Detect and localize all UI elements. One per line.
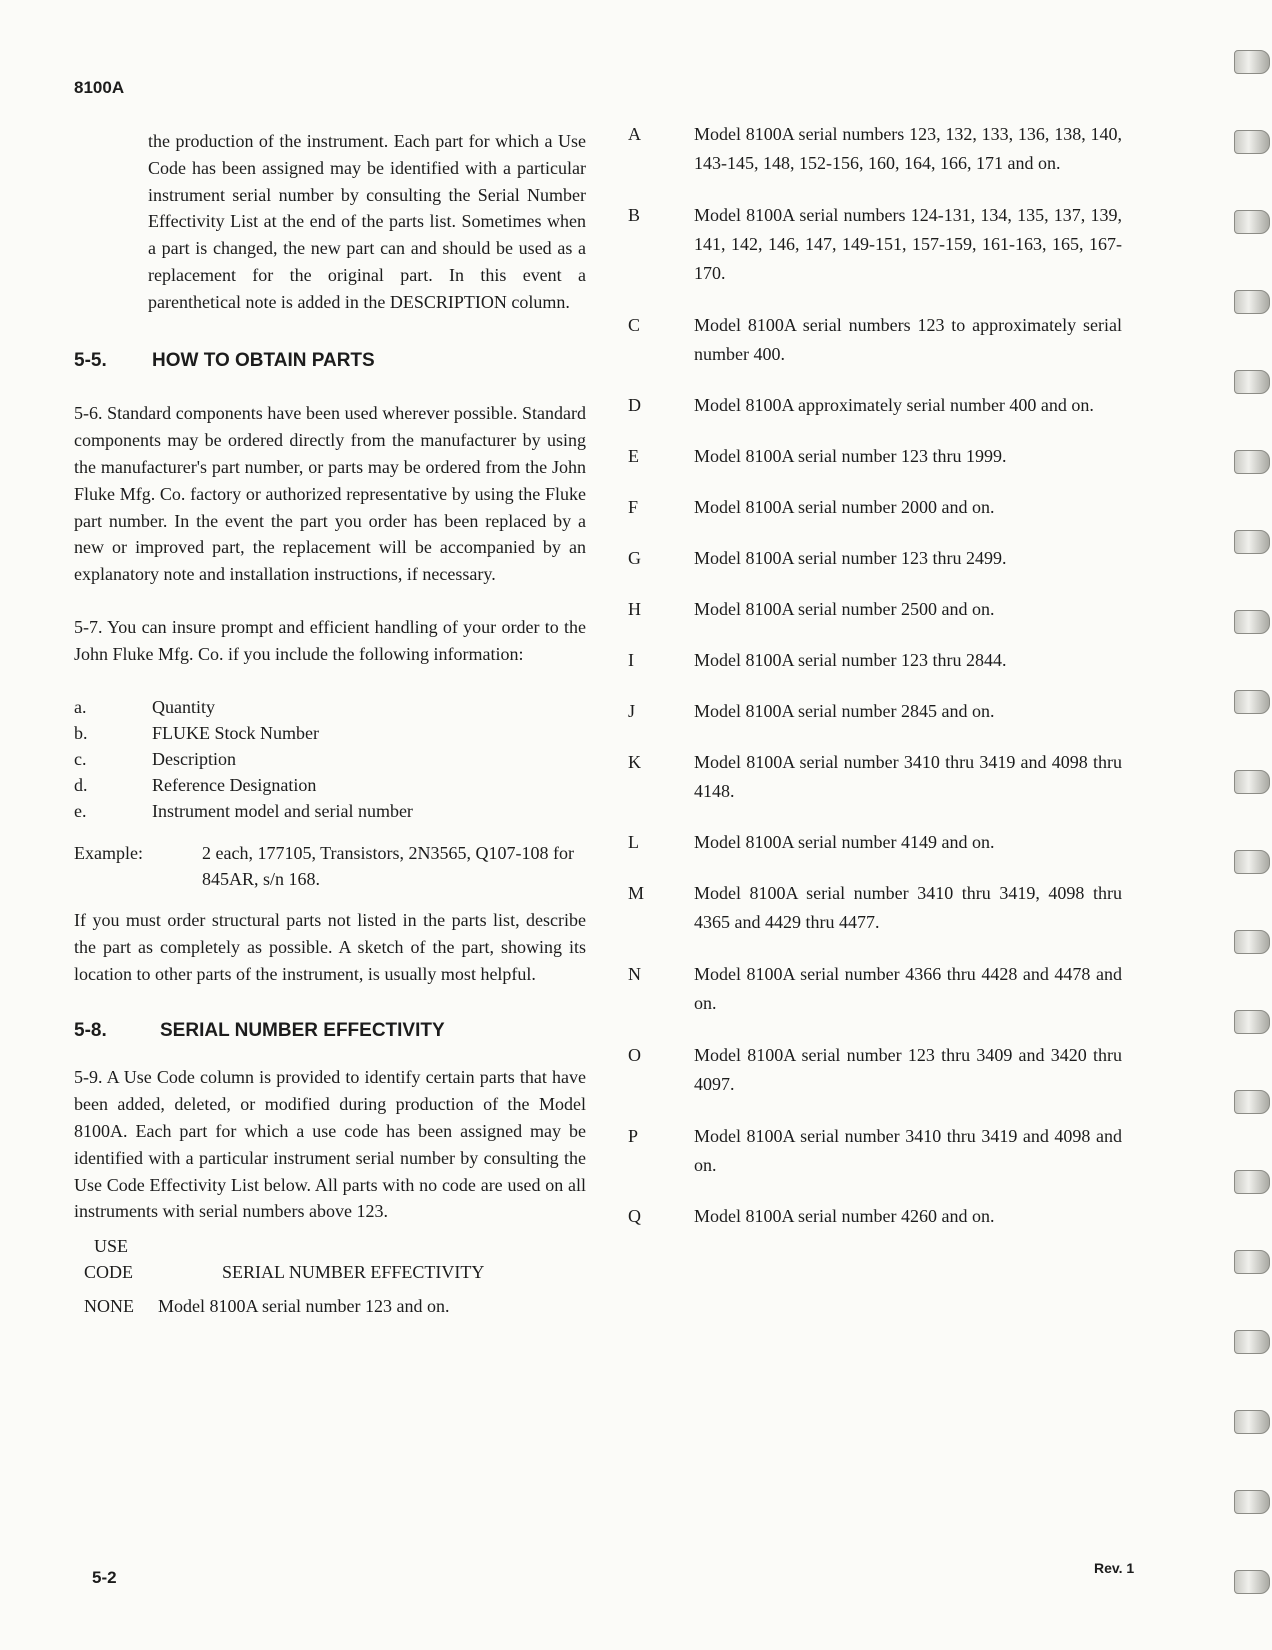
list-key: e. (74, 800, 87, 821)
use-code-row-k (622, 748, 1122, 806)
use-code-row-i (622, 646, 1122, 675)
binding-ring (1234, 290, 1270, 314)
effectivity-header-label: SERIAL NUMBER EFFECTIVITY (222, 1262, 485, 1283)
use-code: A (628, 124, 641, 144)
list-item (74, 720, 586, 746)
use-code: N (628, 964, 641, 984)
use-code-row-e (622, 442, 1122, 471)
paragraph-5-9: 5-9. A Use Code column is provided to identify certain parts that have been added, deleted, or modified during production of the Model 8100A. Each part for which a use code has been assigned may be identified with a particular instrument serial number by consulting the Use Code Effectivity List below. All parts with no code are used on all instruments with serial numbers above 123. (74, 1067, 586, 1222)
section-number: 5-5. (74, 349, 107, 371)
use-code: E (628, 446, 639, 466)
use-code-effectivity: Model 8100A approximately serial number 400 and on. (694, 395, 1094, 415)
list-item (74, 798, 586, 824)
use-code-effectivity: Model 8100A serial number 3410 thru 3419 and 4098 thru 4148. (694, 752, 1122, 801)
use-code-row-a (622, 120, 1122, 178)
use-code-row-g (622, 544, 1122, 573)
list-text: Description (152, 748, 236, 769)
use-code-row-f (622, 493, 1122, 522)
use-code: M (628, 883, 645, 903)
revision-label: Rev. 1 (1094, 1560, 1135, 1576)
paragraph-5-6: 5-6. Standard components have been used wherever possible. Standard components may be ordered directly from the manufacturer by using the manufacturer's part number, or parts may be ordered from the John Fluke Mfg. Co. factory or authorized representative by using the Fluke part number. In the event the part you order has been replaced by a new or improved part, the replacement will be accompanied by an explanatory note and installation instructions, if necessary. (74, 403, 586, 585)
use-header-label: USE (94, 1236, 129, 1257)
binding-ring (1234, 610, 1270, 634)
use-code-row-j (622, 697, 1122, 726)
binding-ring (1234, 1330, 1270, 1354)
list-key: d. (74, 774, 88, 795)
use-code-effectivity-list (622, 120, 1122, 1231)
binding-ring (1234, 690, 1270, 714)
use-code-row-h (622, 595, 1122, 624)
section-number: 5-8. (74, 1019, 107, 1041)
example-text: 2 each, 177105, Transistors, 2N3565, Q107-108 for 845AR, s/n 168. (202, 842, 574, 890)
use-code: L (628, 832, 639, 852)
use-code-table-header (74, 1233, 586, 1285)
binding-ring (1234, 1090, 1270, 1114)
list-item (74, 746, 586, 772)
structural-parts-paragraph: If you must order structural parts not listed in the parts list, describe the part as completely as possible. A sketch of the part, showing its location to other parts of the instrument, is usually most helpful. (74, 910, 586, 984)
use-code: NONE (84, 1296, 134, 1317)
binding-ring (1234, 210, 1270, 234)
binding-ring (1234, 370, 1270, 394)
list-item (74, 772, 586, 798)
binding-ring (1234, 1170, 1270, 1194)
list-key: c. (74, 748, 87, 769)
use-code: D (628, 395, 641, 415)
use-code-row-b (622, 201, 1122, 288)
use-code-effectivity: Model 8100A serial number 2500 and on. (694, 599, 995, 619)
example-block (74, 840, 586, 894)
spiral-binding (1226, 30, 1272, 1630)
binding-ring (1234, 770, 1270, 794)
continuation-paragraph: the production of the instrument. Each part for which a Use Code has been assigned may be identified with a particular instrument serial number by consulting the Serial Number Effectivity List at the end of the parts list. Sometimes when a part is changed, the new part can and should be used as a replacement for the original part. In this event a parenthetical note is added in the DESCRIPTION column. (148, 131, 586, 312)
use-code-effectivity: Model 8100A serial numbers 123 to approximately serial number 400. (694, 315, 1122, 364)
list-key: b. (74, 722, 88, 743)
use-code-effectivity: Model 8100A serial number 2000 and on. (694, 497, 995, 517)
use-code-row-q (622, 1202, 1122, 1231)
use-code-effectivity: Model 8100A serial number 4366 thru 4428 and 4478 and on. (694, 964, 1122, 1013)
use-code: G (628, 548, 641, 568)
binding-ring (1234, 530, 1270, 554)
use-code: J (628, 701, 636, 721)
use-code-effectivity: Model 8100A serial numbers 124-131, 134, 135, 137, 139, 141, 142, 146, 147, 149-151, 157-159, 161-163, 165, 167-170. (694, 205, 1122, 283)
use-code-effectivity: Model 8100A serial number 2845 and on. (694, 701, 995, 721)
use-code: C (628, 315, 641, 335)
binding-ring (1234, 850, 1270, 874)
use-code: B (628, 205, 641, 225)
use-code-effectivity: Model 8100A serial number 123 thru 2844. (694, 650, 1007, 670)
use-code-row-l (622, 828, 1122, 857)
use-code-row-o (622, 1041, 1122, 1099)
use-code-row-d (622, 391, 1122, 420)
section-heading-5-5 (74, 348, 586, 375)
binding-ring (1234, 50, 1270, 74)
section-heading-5-8 (74, 1018, 586, 1045)
section-title: SERIAL NUMBER EFFECTIVITY (160, 1019, 445, 1041)
use-code-row-c (622, 311, 1122, 369)
use-code: H (628, 599, 641, 619)
list-text: Instrument model and serial number (152, 800, 413, 821)
use-code: F (628, 497, 639, 517)
use-code-effectivity: Model 8100A serial number 123 thru 1999. (694, 446, 1007, 466)
list-text: Quantity (152, 696, 215, 717)
binding-ring (1234, 1490, 1270, 1514)
use-code: I (628, 650, 634, 670)
paragraph-5-7: 5-7. You can insure prompt and efficient handling of your order to the John Fluke Mfg. Co. if you include the following information: (74, 616, 586, 664)
page-header-model: 8100A (74, 78, 125, 97)
use-code-row-p (622, 1122, 1122, 1180)
use-code-effectivity: Model 8100A serial number 4149 and on. (694, 832, 995, 852)
binding-ring (1234, 1250, 1270, 1274)
use-code-row-n (622, 960, 1122, 1018)
use-code-effectivity: Model 8100A serial number 123 thru 2499. (694, 548, 1007, 568)
use-code: Q (628, 1206, 641, 1226)
use-code-effectivity: Model 8100A serial number 4260 and on. (694, 1206, 995, 1226)
list-text: FLUKE Stock Number (152, 722, 319, 743)
binding-ring (1234, 1410, 1270, 1434)
code-header-label: CODE (84, 1262, 133, 1283)
example-label: Example: (74, 842, 143, 863)
page-number: 5-2 (92, 1568, 117, 1587)
binding-ring (1234, 1570, 1270, 1594)
list-item (74, 694, 586, 720)
use-code: K (628, 752, 641, 772)
use-code-effectivity: Model 8100A serial number 3410 thru 3419 and 4098 and on. (694, 1126, 1122, 1175)
use-code-effectivity: Model 8100A serial number 123 thru 3409 and 3420 thru 4097. (694, 1045, 1122, 1094)
binding-ring (1234, 130, 1270, 154)
use-code: O (628, 1045, 641, 1065)
binding-ring (1234, 450, 1270, 474)
use-code-row-m (622, 879, 1122, 937)
list-text: Reference Designation (152, 774, 317, 795)
use-code-effectivity: Model 8100A serial number 123 and on. (158, 1296, 450, 1317)
use-code: P (628, 1126, 639, 1146)
section-title: HOW TO OBTAIN PARTS (152, 349, 375, 371)
binding-ring (1234, 1010, 1270, 1034)
order-info-list (74, 694, 586, 824)
binding-ring (1234, 930, 1270, 954)
left-column (74, 128, 586, 1320)
use-code-effectivity: Model 8100A serial numbers 123, 132, 133, 136, 138, 140, 143-145, 148, 152-156, 160, 164, 166, 171 and on. (694, 124, 1122, 173)
use-code-row-none (74, 1293, 586, 1320)
list-key: a. (74, 696, 87, 717)
use-code-effectivity: Model 8100A serial number 3410 thru 3419, 4098 thru 4365 and 4429 thru 4477. (694, 883, 1122, 932)
